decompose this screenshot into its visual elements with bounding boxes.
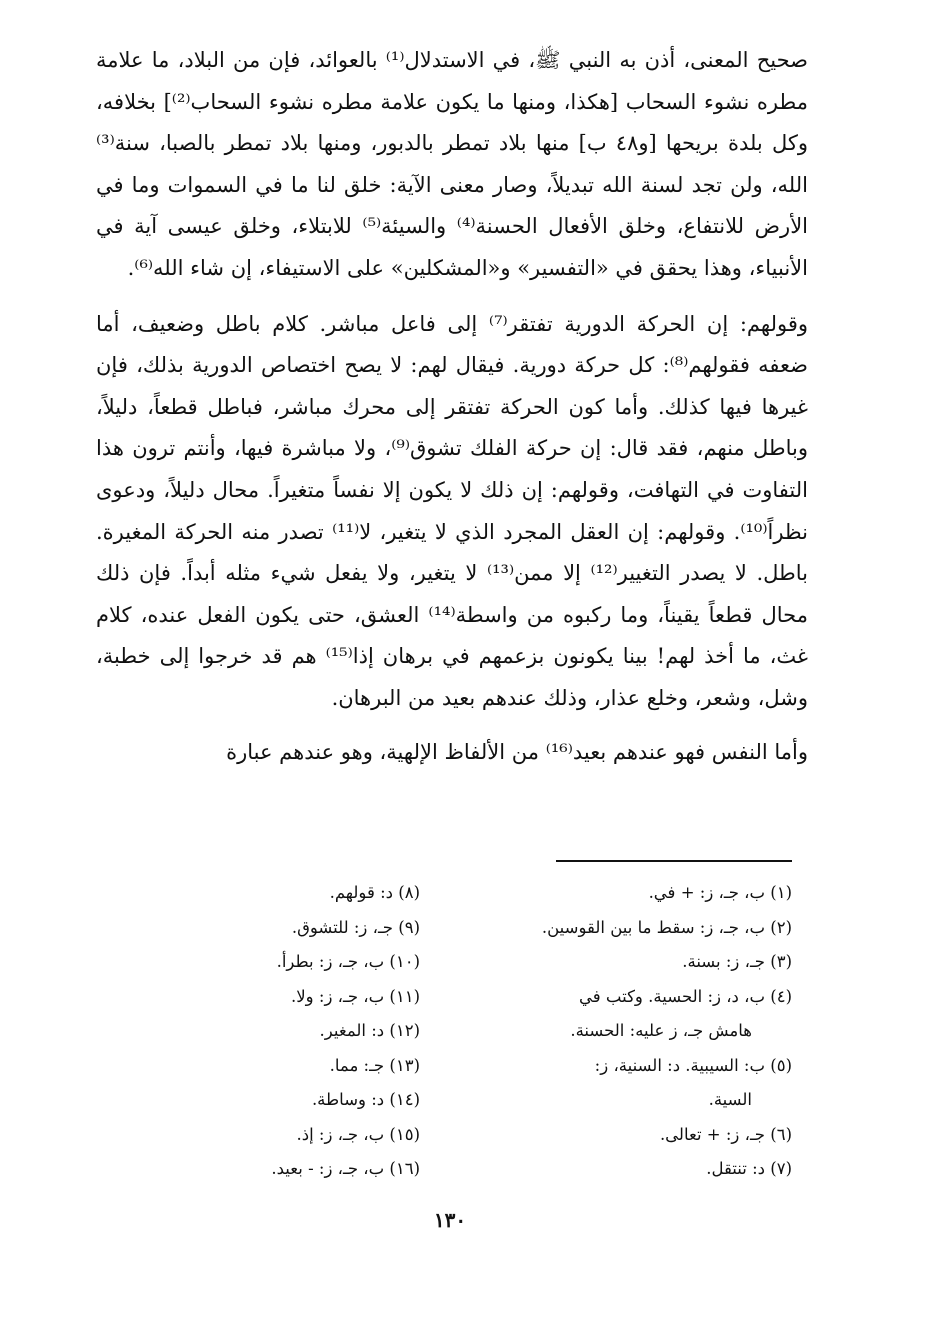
footnote-text: ب، جـ، ز: سقط ما بين القوسين. [541,917,765,937]
footnote-number: (٣) [770,952,792,971]
footnote-number: (١٠) [389,952,420,971]
footnote-3 [470,945,792,980]
paragraph-2: وقولهم: إن الحركة الدورية تفتقر⁽⁷⁾ إلى فاعل مباشر. كلام باطل وضعيف، أما ضعفه فقولهم⁽⁸⁾: كل حركة دورية. فيقال لهم: لا يصح اختصاص الدورية بذلك، فإن غيرها فيها كذلك. وأما كون الحركة تفتقر إلى محرك مباشر، فباطل قطعاً، دليلاً، وباطل منهم، فقد قال: إن حركة الفلك تشوق⁽⁹⁾، ولا مباشرة فيها، وأنتم ترون هذا التفاوت في التهافت، وقولهم: إن ذلك لا يكون إلا نفساً متغيراً. محال دليلاً، ودعوى نظراً⁽¹⁰⁾. وقولهم: إن العقل المجرد الذي لا يتغير، لا⁽¹¹⁾ تصدر منه الحركة المغيرة. باطل. لا يصدر التغيير⁽¹²⁾ إلا ممن⁽¹³⁾ لا يتغير، ولا يفعل شيء مثله أبداً. فإن ذلك محال قطعاً يقيناً، وما ركبوه من واسطة⁽¹⁴⁾ العشق، حتى يكون الفعل عنده، كلام غث، ما أخذ لهم! بينا يكونون بزعمهم في برهان إذا⁽¹⁵⁾ هم قد خرجوا إلى خطبة، وشل، وشعر، وخلع عذار، وذلك عندهم بعيد من البرهان. [96,311,809,710]
footnote-4-continuation: هامش جـ، ز عليه: الحسنة. [570,1021,752,1040]
footnote-16 [210,1152,420,1187]
footnote-number: (١٤) [389,1090,420,1109]
footnote-text: د: وساطة. [311,1090,385,1109]
footnote-text: د: المغير. [319,1021,385,1040]
footnote-text: ب، جـ، ز: بطرأ. [276,952,385,971]
footnote-4 [470,980,792,1015]
footnote-number: (٢) [770,917,792,937]
footnote-number: (١٢) [389,1021,420,1040]
footnote-2 [470,911,792,946]
paragraph-3: وأما النفس فهو عندهم بعيد⁽¹⁶⁾ من الألفاظ الإلهية، وهو عندهم عبارة [226,739,808,764]
footnote-10 [210,945,420,980]
footnote-separator [556,860,792,862]
footnote-text: ب، جـ، ز: - بعيد. [271,1159,385,1178]
footnote-text: جـ، ز: للتشوق. [291,917,393,937]
footnote-15 [210,1118,420,1153]
footnotes-right-column [470,876,792,1187]
footnote-number: (١١) [389,986,420,1006]
page-number: ١٣٠ [433,1208,467,1232]
main-text [96,40,808,773]
footnote-12 [210,1014,420,1049]
footnote-6 [470,1118,792,1153]
footnote-13 [210,1049,420,1084]
footnote-number: (٦) [770,1124,792,1144]
footnote-7 [470,1152,792,1187]
footnote-text: جـ: مما. [329,1055,385,1075]
footnote-5-continuation: السية. [708,1090,752,1109]
footnote-text: ب، جـ، ز: ولا. [291,986,385,1006]
footnote-1 [470,876,792,911]
footnote-number: (٥) [770,1055,792,1075]
footnote-5 [470,1049,792,1084]
footnote-number: (١٦) [389,1159,420,1178]
paragraph-1: صحيح المعنى، أذن به النبي ﷺ، في الاستدلال⁽¹⁾ بالعوائد، فإن من البلاد، ما علامة مطره نشوء السحاب [هكذا، ومنها ما يكون علامة مطره نشوء السحاب⁽²⁾] بخلافه، وكل بلدة بريحها [و٤٨ ب] منها بلاد تمطر بالدبور، ومنها بلاد تمطر بالصبا، سنة⁽³⁾ الله، ولن تجد لسنة الله تبديلاً، وصار معنى الآية: خلق لنا ما في السموات وما في الأرض للانتفاع، وخلق الأفعال الحسنة⁽⁴⁾ والسيئة⁽⁵⁾ للابتلاء، وخلق عيسى آية في الأنبياء، وهذا يحقق في «التفسير» و«المشكلين» على الاستيفاء، إن شاء الله⁽⁶⁾. [96,48,809,280]
footnote-text: جـ، ز: + تعالى. [659,1124,765,1144]
footnote-number: (٩) [398,917,420,937]
footnote-number: (٧) [770,1159,792,1178]
footnote-8 [210,876,420,911]
footnote-11 [210,980,420,1015]
footnote-text: ب، جـ، ز: + في. [648,883,765,902]
footnote-number: (١٥) [389,1124,420,1144]
footnote-9 [210,911,420,946]
footnotes-left-column [210,876,420,1187]
footnote-number: (٨) [398,883,420,902]
footnote-14 [210,1083,420,1118]
footnote-number: (١) [770,883,792,902]
footnote-number: (٤) [770,986,792,1006]
footnote-text: د: قولهم. [329,883,393,902]
footnote-text: د: تنتقل. [706,1159,765,1178]
footnote-number: (١٣) [389,1055,420,1075]
footnote-text: ب، جـ، ز: إذ. [296,1124,385,1144]
footnote-text: ب، د، ز: الحسية. وكتب في [579,986,765,1006]
footnote-text: جـ، ز: بسنة. [682,952,765,971]
footnote-text: ب: السيبية. د: السنية، ز: [594,1055,765,1075]
